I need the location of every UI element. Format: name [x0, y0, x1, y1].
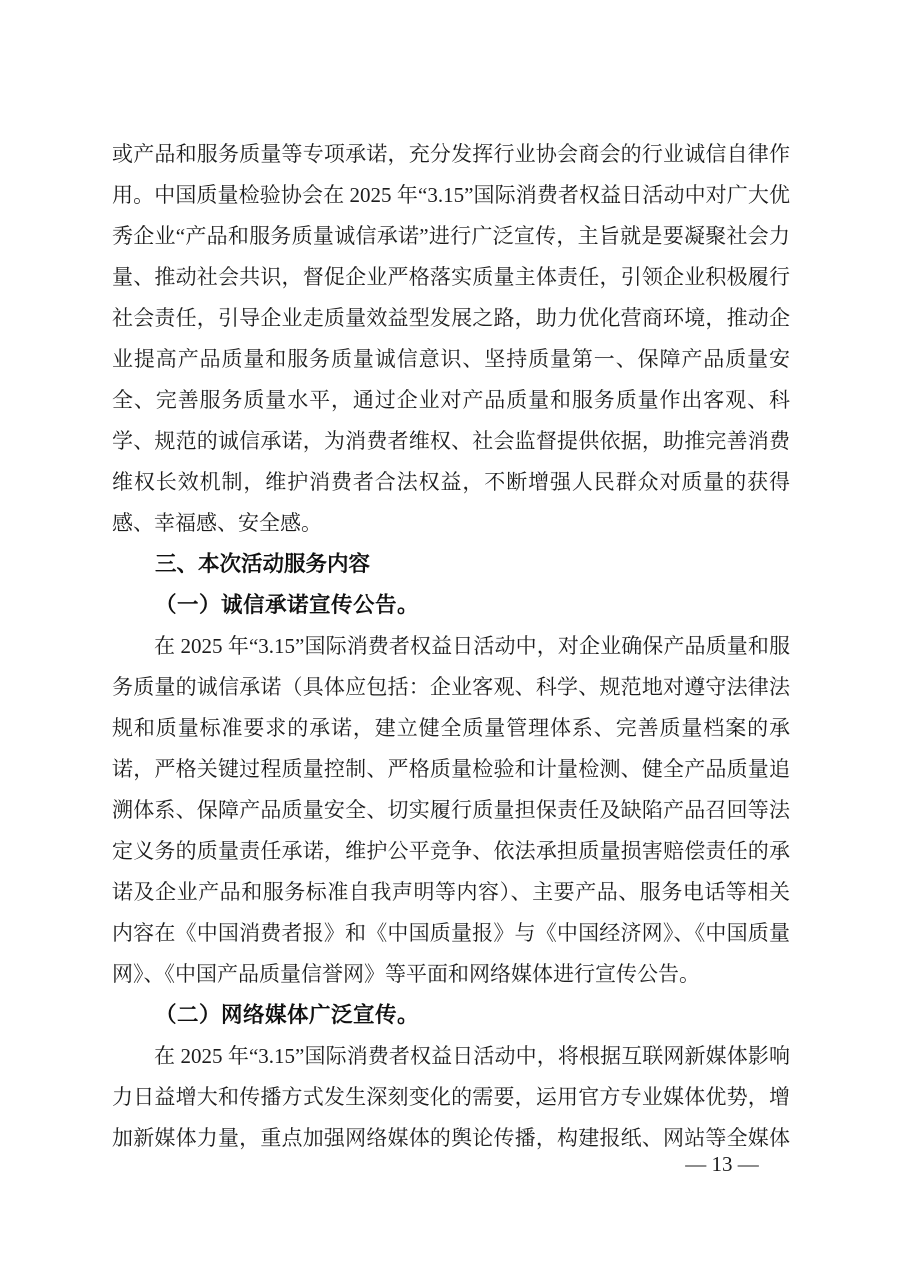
paragraph-continuation: 或产品和服务质量等专项承诺，充分发挥行业协会商会的行业诚信自律作用。中国质量检验协会在 2025 年“3.15”国际消费者权益日活动中对广大优秀企业“产品和服务质量诚信承诺”进行广泛宣传，主旨就是要凝聚社会力量、推动社会共识，督促企业严格落实质量主体责任，引领企业积极履行社会责任，引导企业走质量效益型发展之路，助力优化营商环境，推动企业提高产品质量和服务质量诚信意识、坚持质量第一、保障产品质量安全、完善服务质量水平，通过企业对产品质量和服务质量作出客观、科学、规范的诚信承诺，为消费者维权、社会监督提供依据，助推完善消费维权长效机制，维护消费者合法权益，不断增强人民群众对质量的获得感、幸福感、安全感。	[112, 142, 790, 535]
paragraph-network-media: 在 2025 年“3.15”国际消费者权益日活动中，将根据互联网新媒体影响力日益增大和传播方式发生深刻变化的需要，运用官方专业媒体优势，增加新媒体力量，重点加强网络媒体的舆论传播，构建报纸、网站等全媒体	[112, 1044, 790, 1150]
paragraph-honesty-commitment: 在 2025 年“3.15”国际消费者权益日活动中，对企业确保产品质量和服务质量的诚信承诺（具体应包括：企业客观、科学、规范地对遵守法律法规和质量标准要求的承诺，建立健全质量管理体系、完善质量档案的承诺，严格关键过程质量控制、严格质量检验和计量检测、健全产品质量追溯体系、保障产品质量安全、切实履行质量担保责任及缺陷产品召回等法定义务的质量责任承诺，维护公平竞争、依法承担质量损害赔偿责任的承诺及企业产品和服务标准自我声明等内容）、主要产品、服务电话等相关内容在《中国消费者报》和《中国质量报》与《中国经济网》、《中国质量网》、《中国产品质量信誉网》等平面和网络媒体进行宣传公告。	[112, 634, 790, 986]
page-number: — 13 —	[685, 1152, 759, 1176]
subsection-heading-2: （二）网络媒体广泛宣传。	[155, 1003, 420, 1027]
subsection-heading-1: （一）诚信承诺宣传公告。	[155, 593, 420, 617]
section-heading: 三、本次活动服务内容	[155, 552, 371, 576]
document-body	[112, 134, 790, 1159]
